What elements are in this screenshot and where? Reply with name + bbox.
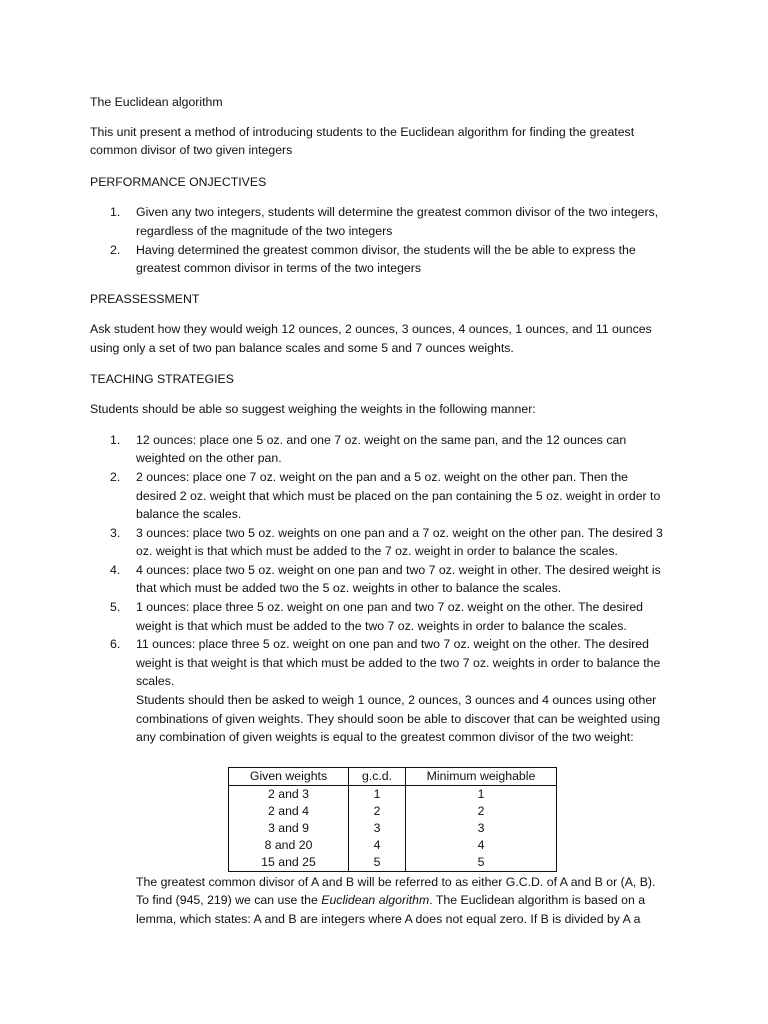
table-row <box>229 820 557 837</box>
list-item-text: 1 ounces: place three 5 oz. weight on one pan and two 7 oz. weight on the other. The desired weight is that which must be added to the two 7 oz. weights in order to balance the scales. <box>136 600 644 633</box>
objectives-list <box>90 203 668 277</box>
table-header-cell: g.c.d. <box>349 767 406 785</box>
list-item <box>90 431 668 468</box>
table-row <box>229 785 557 803</box>
strategies-lead: Students should be able so suggest weighing the weights in the following manner: <box>90 402 536 417</box>
table-cell: 1 <box>349 785 406 803</box>
list-item-text: Given any two integers, students will determine the greatest common divisor of the two integers, regardless of the magnitude of the two integers <box>136 205 659 238</box>
table-cell: 4 <box>349 837 406 854</box>
table-cell: 1 <box>406 785 557 803</box>
list-item <box>90 598 668 635</box>
list-item-text: Having determined the greatest common divisor, the students will the be able to express the greatest common divisor in terms of the two integers <box>136 242 636 276</box>
table-cell: 2 <box>349 803 406 820</box>
table-cell: 4 <box>406 837 557 854</box>
list-item-text: 4 ounces: place two 5 oz. weight on one pan and two 7 oz. weight in other. The desired weight is that which must be added two the 5 oz. weights in other to balance the scales. <box>136 562 661 596</box>
preassessment-heading: PREASSESSMENT <box>90 291 200 306</box>
list-number: 2. <box>110 242 121 257</box>
closing-emphasis: Euclidean algorithm <box>321 893 430 908</box>
table-cell: 5 <box>349 854 406 872</box>
closing-paragraph <box>90 873 668 929</box>
list-number: 4. <box>110 562 121 577</box>
table-row <box>229 803 557 820</box>
document-title: The Euclidean algorithm <box>90 95 223 109</box>
table-header-row <box>229 767 557 785</box>
preassessment-paragraph: Ask student how they would weigh 12 ounces, 2 ounces, 3 ounces, 4 ounces, 1 ounces, and 11 ounces using only a set of two pan balance scales and some 5 and 7 ounces weights. <box>90 322 652 355</box>
list-number: 5. <box>110 600 121 615</box>
table-cell: 5 <box>406 854 557 872</box>
list-item <box>90 524 668 561</box>
list-item-text: 3 ounces: place two 5 oz. weights on one pan and a 7 oz. weight on the other pan. The desired 3 oz. weight is that which must be added to the 7 oz. weight in order to balance the scales. <box>136 525 663 559</box>
list-number: 6. <box>110 637 121 652</box>
table-header-cell: Given weights <box>229 767 349 785</box>
list-number: 3. <box>110 525 121 540</box>
strategies-followup: Students should then be asked to weigh 1 ounce, 2 ounces, 3 ounces and 4 ounces using other combinations of given weights. They should soon be able to discover that can be weighted using any combination of given weights is equal to the greatest common divisor of the two weight: <box>136 693 661 745</box>
table-header-cell: Minimum weighable <box>406 767 557 785</box>
list-item <box>90 468 668 524</box>
table-row <box>229 854 557 872</box>
table-cell: 15 and 25 <box>229 854 349 872</box>
list-item-text: 2 ounces: place one 7 oz. weight on the pan and a 5 oz. weight on the other pan. Then the desired 2 oz. weight that which must be placed on the pan containing the 5 oz. weight in order to balance the scales. <box>136 469 661 522</box>
list-item <box>90 635 668 691</box>
table-cell: 3 <box>406 820 557 837</box>
list-item <box>90 561 668 598</box>
list-item-text: 12 ounces: place one 5 oz. and one 7 oz. weight on the same pan, and the 12 ounces can weighted on the other pan. <box>136 432 627 466</box>
table-cell: 2 and 4 <box>229 803 349 820</box>
table-row <box>229 837 557 854</box>
list-item-text: 11 ounces: place three 5 oz. weight on one pan and two 7 oz. weight on the other. The desired weight is that weight is that which must be added to the two 7 oz. weights in order to balance the scales. <box>136 637 661 689</box>
closing-text-start: The greatest common divisor of A and B will be referred to as either G.C.D. of A and B or (A, B). To find (945, 219) we can use the <box>136 874 656 908</box>
table-cell: 8 and 20 <box>229 837 349 854</box>
strategies-list <box>90 431 668 691</box>
table-cell: 3 <box>349 820 406 837</box>
list-item <box>90 203 668 240</box>
table-cell: 2 <box>406 803 557 820</box>
list-number: 1. <box>110 432 121 447</box>
list-item <box>90 241 668 278</box>
list-number: 2. <box>110 469 121 484</box>
table-cell: 2 and 3 <box>229 785 349 803</box>
closing-text-end: . The Euclidean algorithm is based on a lemma, which states: A and B are integers where A does not equal zero. If B is divided by A a <box>136 893 646 926</box>
table-cell: 3 and 9 <box>229 820 349 837</box>
gcd-table <box>228 767 557 872</box>
list-number: 1. <box>110 205 121 220</box>
strategies-heading: TEACHING STRATEGIES <box>90 371 234 386</box>
objectives-heading: PERFORMANCE ONJECTIVES <box>90 174 267 189</box>
intro-paragraph: This unit present a method of introducing students to the Euclidean algorithm for finding the greatest common divisor of two given integers <box>90 124 635 158</box>
